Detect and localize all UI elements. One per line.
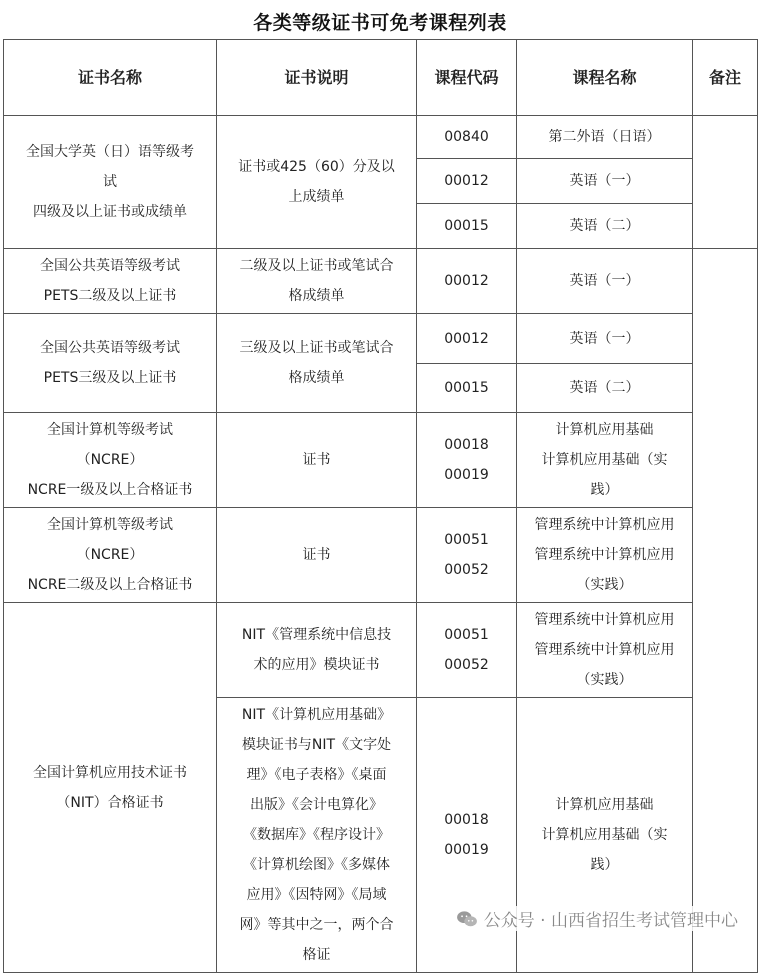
course-code-cell bbox=[417, 413, 517, 508]
header-course-name: 课程名称 bbox=[517, 40, 693, 116]
cert-name-cell-line: 四级及以上证书或成绩单 bbox=[33, 204, 187, 220]
course-code-cell bbox=[417, 159, 517, 204]
course-name-cell-line: 践） bbox=[590, 482, 619, 498]
course-name-cell-line: 英语（二） bbox=[569, 380, 640, 396]
cert-desc-cell-line: 应用》《因特网》《局域 bbox=[246, 887, 387, 903]
course-code-cell-line: 00012 bbox=[444, 173, 489, 189]
course-name-cell-line: 践） bbox=[590, 857, 619, 873]
course-code-cell bbox=[417, 249, 517, 314]
cert-desc-cell-line: 《计算机绘图》《多媒体 bbox=[243, 857, 390, 873]
course-code-cell-line: 00012 bbox=[444, 273, 489, 289]
cert-desc-cell-line: 《数据库》《程序设计》 bbox=[243, 827, 390, 843]
course-name-cell-line: 第二外语（日语） bbox=[548, 129, 661, 145]
cert-desc-cell-line: 格成绩单 bbox=[288, 288, 345, 304]
cert-name-cell bbox=[4, 508, 217, 603]
exemption-table bbox=[3, 39, 758, 973]
cert-name-cell bbox=[4, 116, 217, 249]
cert-desc-cell bbox=[217, 698, 417, 973]
header-cert-name: 证书名称 bbox=[4, 40, 217, 116]
course-code-cell-line: 00019 bbox=[444, 467, 489, 483]
header-remark: 备注 bbox=[693, 40, 758, 116]
cert-desc-cell bbox=[217, 249, 417, 314]
table-row bbox=[4, 116, 758, 159]
header-cert-desc: 证书说明 bbox=[217, 40, 417, 116]
course-code-cell-line: 00840 bbox=[444, 129, 489, 145]
course-name-cell-line: 英语（二） bbox=[569, 218, 640, 234]
cert-desc-cell bbox=[217, 116, 417, 249]
cert-desc-cell-line: 三级及以上证书或笔试合 bbox=[239, 340, 394, 356]
course-name-cell bbox=[517, 364, 693, 413]
course-name-cell-line: 计算机应用基础 bbox=[555, 797, 654, 813]
course-code-cell bbox=[417, 364, 517, 413]
cert-name-cell-line: 全国计算机等级考试 bbox=[47, 422, 173, 438]
cert-name-cell-line: （NCRE） bbox=[76, 452, 144, 468]
course-name-cell-line: 计算机应用基础 bbox=[555, 422, 654, 438]
course-code-cell-line: 00052 bbox=[444, 562, 489, 578]
course-code-cell bbox=[417, 314, 517, 364]
course-code-cell bbox=[417, 204, 517, 249]
cert-name-cell-line: 全国公共英语等级考试 bbox=[40, 340, 180, 356]
course-name-cell-line: 计算机应用基础（实 bbox=[541, 827, 668, 843]
course-name-cell bbox=[517, 204, 693, 249]
course-code-cell-line: 00018 bbox=[444, 437, 489, 453]
cert-name-cell bbox=[4, 603, 217, 973]
cert-desc-cell-line: 模块证书与NIT《文字处 bbox=[241, 737, 392, 753]
course-code-cell bbox=[417, 508, 517, 603]
course-name-cell-line: 英语（一） bbox=[569, 330, 640, 347]
course-name-cell bbox=[517, 413, 693, 508]
table-row bbox=[4, 249, 758, 314]
cert-desc-cell bbox=[217, 508, 417, 603]
course-name-cell bbox=[517, 698, 693, 973]
cert-name-cell-line: 全国大学英（日）语等级考 bbox=[26, 144, 194, 160]
cert-desc-cell-line: 上成绩单 bbox=[288, 189, 345, 205]
course-name-cell-line: 管理系统中计算机应用 bbox=[534, 547, 675, 563]
cert-name-cell-line: 全国计算机等级考试 bbox=[47, 517, 173, 533]
cert-name-cell-line: NCRE一级及以上合格证书 bbox=[27, 482, 193, 498]
course-code-cell-line: 00051 bbox=[444, 532, 489, 548]
table-header-row bbox=[4, 40, 758, 116]
course-name-cell bbox=[517, 508, 693, 603]
cert-desc-cell-line: NIT《管理系统中信息技 bbox=[241, 627, 392, 643]
course-name-cell-line: 计算机应用基础（实 bbox=[541, 452, 668, 468]
course-name-cell-line: 英语（一） bbox=[569, 173, 640, 189]
cert-name-cell-line: PETS三级及以上证书 bbox=[43, 370, 177, 386]
course-code-cell-line: 00051 bbox=[444, 627, 489, 643]
table-row bbox=[4, 314, 758, 364]
remark-cell bbox=[693, 249, 758, 973]
cert-desc-cell-line: 理》《电子表格》《桌面 bbox=[246, 767, 387, 783]
wechat-icon bbox=[456, 910, 478, 928]
cert-desc-cell-line: 术的应用》模块证书 bbox=[253, 657, 380, 673]
page-title: 各类等级证书可免考课程列表 bbox=[253, 12, 507, 34]
course-name-cell-line: 英语（一） bbox=[569, 273, 640, 289]
cert-name-cell bbox=[4, 413, 217, 508]
table-row bbox=[4, 603, 758, 698]
course-code-cell-line: 00018 bbox=[444, 812, 489, 828]
watermark bbox=[456, 906, 738, 931]
table-row bbox=[4, 413, 758, 508]
course-code-cell-line: 00015 bbox=[444, 380, 489, 396]
cert-name-cell-line: 全国计算机应用技术证书 bbox=[33, 764, 187, 781]
course-name-cell-line: （实践） bbox=[576, 577, 633, 593]
course-name-cell bbox=[517, 249, 693, 314]
course-name-cell bbox=[517, 314, 693, 364]
cert-desc-cell-line: 二级及以上证书或笔试合 bbox=[239, 258, 394, 274]
cert-desc-cell-line: NIT《计算机应用基础》 bbox=[241, 707, 392, 723]
cert-desc-cell-line: 格成绩单 bbox=[288, 370, 345, 386]
course-code-cell-line: 00012 bbox=[444, 330, 489, 347]
cert-desc-cell-line: 证书 bbox=[302, 452, 331, 468]
cert-desc-cell-line: 出版》《会计电算化》 bbox=[250, 797, 383, 813]
cert-desc-cell-line: 证书 bbox=[302, 547, 331, 563]
cert-desc-cell-line: 证书或425（60）分及以 bbox=[238, 159, 395, 175]
course-name-cell bbox=[517, 159, 693, 204]
course-code-cell-line: 00015 bbox=[444, 218, 489, 234]
cert-desc-cell-line: 网》等其中之一，两个合 bbox=[239, 917, 394, 933]
cert-desc-cell bbox=[217, 413, 417, 508]
course-name-cell-line: 管理系统中计算机应用 bbox=[534, 642, 675, 658]
cert-name-cell-line: （NCRE） bbox=[76, 547, 144, 563]
course-code-cell bbox=[417, 116, 517, 159]
course-name-cell bbox=[517, 116, 693, 159]
cert-name-cell bbox=[4, 249, 217, 314]
cert-name-cell-line: NCRE二级及以上合格证书 bbox=[27, 577, 193, 593]
header-course-code: 课程代码 bbox=[417, 40, 517, 116]
course-code-cell bbox=[417, 698, 517, 973]
course-code-cell-line: 00052 bbox=[444, 657, 489, 673]
watermark-text: 公众号 · 山西省招生考试管理中心 bbox=[483, 911, 738, 931]
course-name-cell-line: 管理系统中计算机应用 bbox=[534, 612, 675, 628]
course-name-cell-line: （实践） bbox=[576, 672, 633, 688]
course-name-cell bbox=[517, 603, 693, 698]
cert-name-cell-line: 试 bbox=[103, 174, 117, 190]
cert-name-cell bbox=[4, 314, 217, 413]
cert-desc-cell-line: 格证 bbox=[302, 947, 331, 963]
cert-name-cell-line: （NIT）合格证书 bbox=[56, 794, 164, 811]
course-name-cell-line: 管理系统中计算机应用 bbox=[534, 517, 675, 533]
course-code-cell-line: 00019 bbox=[444, 842, 489, 858]
cert-desc-cell bbox=[217, 603, 417, 698]
cert-name-cell-line: 全国公共英语等级考试 bbox=[40, 258, 180, 274]
table-row bbox=[4, 508, 758, 603]
remark-cell bbox=[693, 116, 758, 249]
course-code-cell bbox=[417, 603, 517, 698]
cert-desc-cell bbox=[217, 314, 417, 413]
cert-name-cell-line: PETS二级及以上证书 bbox=[43, 288, 177, 304]
